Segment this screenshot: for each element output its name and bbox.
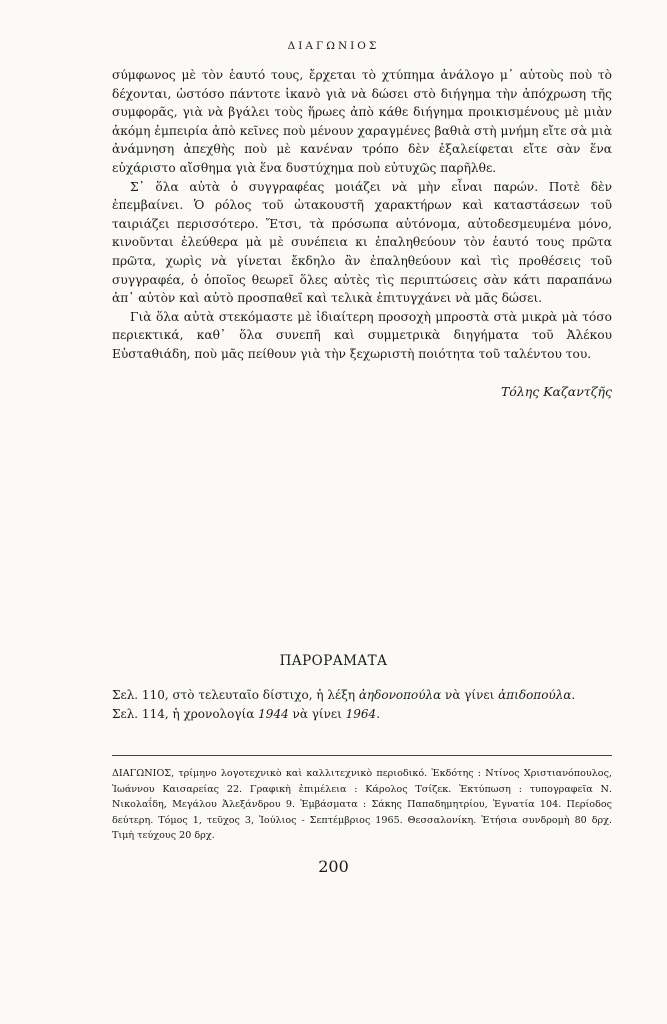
colophon: ΔΙΑΓΩΝΙΟΣ, τρίμηνο λογοτεχνικὸ καὶ καλλιτεχνικὸ περιοδικό. Ἐκδότης : Ντίνος Χριστιανόπουλος, Ἰωάννου Καισαρείας 22. Γραφικὴ ἐπιμέλεια : Κάρολος Τσίζεκ. Ἐκτύπωση : τυπογραφεῖα Ν. Νικολαΐδη, Μεγάλου Ἀλεξάνδρου 9. Ἐμβάσματα : Σάκης Παπαδημητρίου, Ἐγνατία 104. Περίοδος δεύτερη. Τόμος 1, τεῦχος 3, Ἰούλιος - Σεπτέμβριος 1965. Θεσσαλονίκη. Ἐτήσια συνδρομὴ 80 δρχ. Τιμὴ τεύχους 20 δρχ.	[112, 768, 612, 841]
paragraph: Σ᾿ ὅλα αὐτὰ ὁ συγγραφέας μοιάζει νὰ μὴν εἶναι παρών. Ποτὲ δὲν ἐπεμβαίνει. Ὁ ρόλος τοῦ ὠτακουστῆ χαρακτήρων καὶ καταστάσεων τοῦ ταιριάζει περισσότερο. Ἔτσι, τὰ πρόσωπα αὐτόνομα, αὐτοδεσμευμένα μόνο, κινοῦνται ἐλεύθερα μὰ μὲ συνέπεια κι ἐπαληθεύουν τὸν ἑαυτό τους πρῶτα πρῶτα, χωρὶς νὰ γίνεται ἔκδηλο ἂν ἐπαληθεύουν καὶ τὶς προθέσεις τοῦ συγγραφέα, ὁ ὁποῖος θεωρεῖ ὅλες αὐτὲς τὶς περιπτώσεις σὰν κάτι παραπάνω ἀπ᾿ αὐτὸν καὶ αὐτὸ προσπαθεῖ καὶ τελικὰ ἐπιτυγχάνει νὰ μᾶς δώσει.	[112, 179, 612, 306]
page-number: 200	[318, 857, 349, 876]
errata-item: Σελ. 110, στὸ τελευταῖο δίστιχο, ἡ λέξη ἀηδονοπούλα νὰ γίνει ἀπιδοπούλα.	[112, 688, 576, 702]
footer-divider	[112, 755, 612, 756]
errata-title: ΠΑΡΟΡΑΜΑΤΑ	[279, 653, 388, 669]
running-head: ΔΙΑΓΩΝΙΟΣ	[287, 40, 380, 52]
errata-list	[112, 686, 622, 724]
paragraph: Γιὰ ὅλα αὐτὰ στεκόμαστε μὲ ἰδιαίτερη προσοχὴ μπροστὰ στὰ μικρὰ μὰ τόσο περιεκτικά, καθ᾿ ὅλα συνεπῆ καὶ συμμετρικὰ διηγήματα τοῦ Ἀλέκου Εὐσταθιάδη, ποὺ μᾶς πείθουν γιὰ τὴν ξεχωριστὴ ποιότητα τοῦ ταλέντου του.	[112, 309, 612, 361]
author-signature: Τόλης Καζαντζῆς	[500, 384, 612, 399]
paragraph: σύμφωνος μὲ τὸν ἑαυτό τους, ἔρχεται τὸ χτύπημα ἀνάλογο μ᾿ αὐτοὺς ποὺ τὸ δέχονται, ὡστόσο πάντοτε ἱκανὸ γιὰ νὰ δώσει στὸ διήγημα τὴν ἀπόχρωση τῆς συμφορᾶς, γιὰ νὰ βγάλει τοὺς ἥρωες ἀπὸ κάθε διήγημα προικισμένους μὲ μιὰν ἀκόμη ἐμπειρία ἀπὸ κεῖνες ποὺ μένουν χαραγμένες βαθιὰ στὴ μνήμη εἴτε σὰ μιὰ ἀνάμνηση ἀπεχθὴς ποὺ μὲ κανέναν τρόπο δὲν ἐξαλείφεται εἴτε σὰν ἕνα εὐχάριστο αἴσθημα γιὰ ἕνα δυστύχημα ποὺ εὐτυχῶς παρῆλθε.	[112, 68, 612, 175]
article-body	[112, 66, 612, 364]
errata-item: Σελ. 114, ἡ χρονολογία 1944 νὰ γίνει 1964.	[112, 707, 381, 721]
